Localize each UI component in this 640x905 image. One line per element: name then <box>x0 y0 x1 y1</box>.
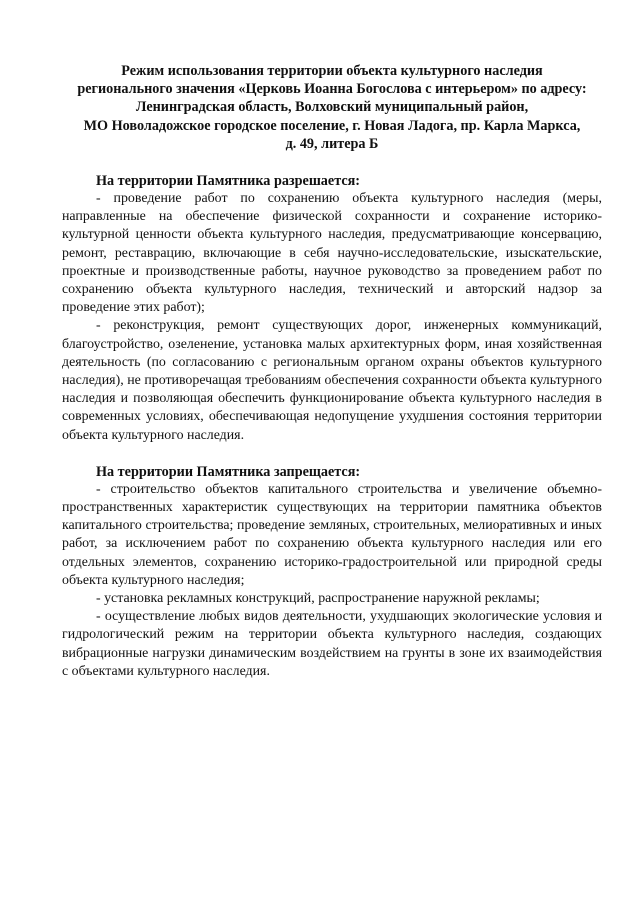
title-line: д. 49, литера Б <box>285 135 379 152</box>
prohibited-paragraph: - осуществление любых видов деятельности, ухудшающих экологические условия и гидрологический режим на территории объекта культурного наследия, создающих вибрационные нагрузки динамическим воздействием на грунты в зоне их взаимодействия с объектами культурного наследия. <box>62 609 602 679</box>
allowed-paragraph: - реконструкция, ремонт существующих дорог, инженерных коммуникаций, благоустройство, озеленение, установка малых архитектурных форм, иная хозяйственная деятельность (по согласованию с региональным органом охраны объектов культурного наследия), не противоречащая требованиям обеспечения сохранности объекта культурного наследия и позволяющая обеспечить функционирование объекта культурного наследия в современных условиях, обеспечивающая недопущение ухудшения состояния территории объекта культурного наследия. <box>62 318 602 443</box>
allowed-paragraph: - проведение работ по сохранению объекта культурного наследия (меры, направленные на обеспечение физической сохранности и сохранение историко-культурной ценности объекта культурного наследия, предусматривающие консервацию, ремонт, реставрацию, включающие в себя научно-исследовательские, изыскательские, проектные и производственные работы, научное руководство за проведением работ по сохранению объекта культурного наследия, технический и авторский надзор за проведение этих работ); <box>62 191 602 316</box>
title-line: МО Новоладожское городское поселение, г. Новая Ладога, пр. Карла Маркса, <box>83 117 581 134</box>
title-line: регионального значения «Церковь Иоанна Богослова с интерьером» по адресу: <box>77 81 587 98</box>
prohibited-paragraph: - установка рекламных конструкций, распространение наружной рекламы; <box>96 591 540 607</box>
section-heading-prohibited: На территории Памятника запрещается: <box>96 463 361 480</box>
title-line: Ленинградская область, Волховский муниципальный район, <box>135 99 529 116</box>
document-title <box>62 62 602 153</box>
prohibited-section <box>62 463 602 681</box>
document-page <box>62 62 602 681</box>
section-heading-allowed: На территории Памятника разрешается: <box>96 173 361 190</box>
title-line: Режим использования территории объекта культурного наследия <box>121 63 543 79</box>
prohibited-paragraph: - строительство объектов капитального строительства и увеличение объемно-пространственных характеристик существующих на территории памятника объектов капитального строительства; проведение земляных, строительных, мелиоративных и иных работ, за исключением работ по сохранению объекта культурного наследия или его отдельных элементов, сохранению историко-градостроительной или природной среды объекта культурного наследия; <box>62 481 602 588</box>
allowed-section <box>62 172 602 445</box>
